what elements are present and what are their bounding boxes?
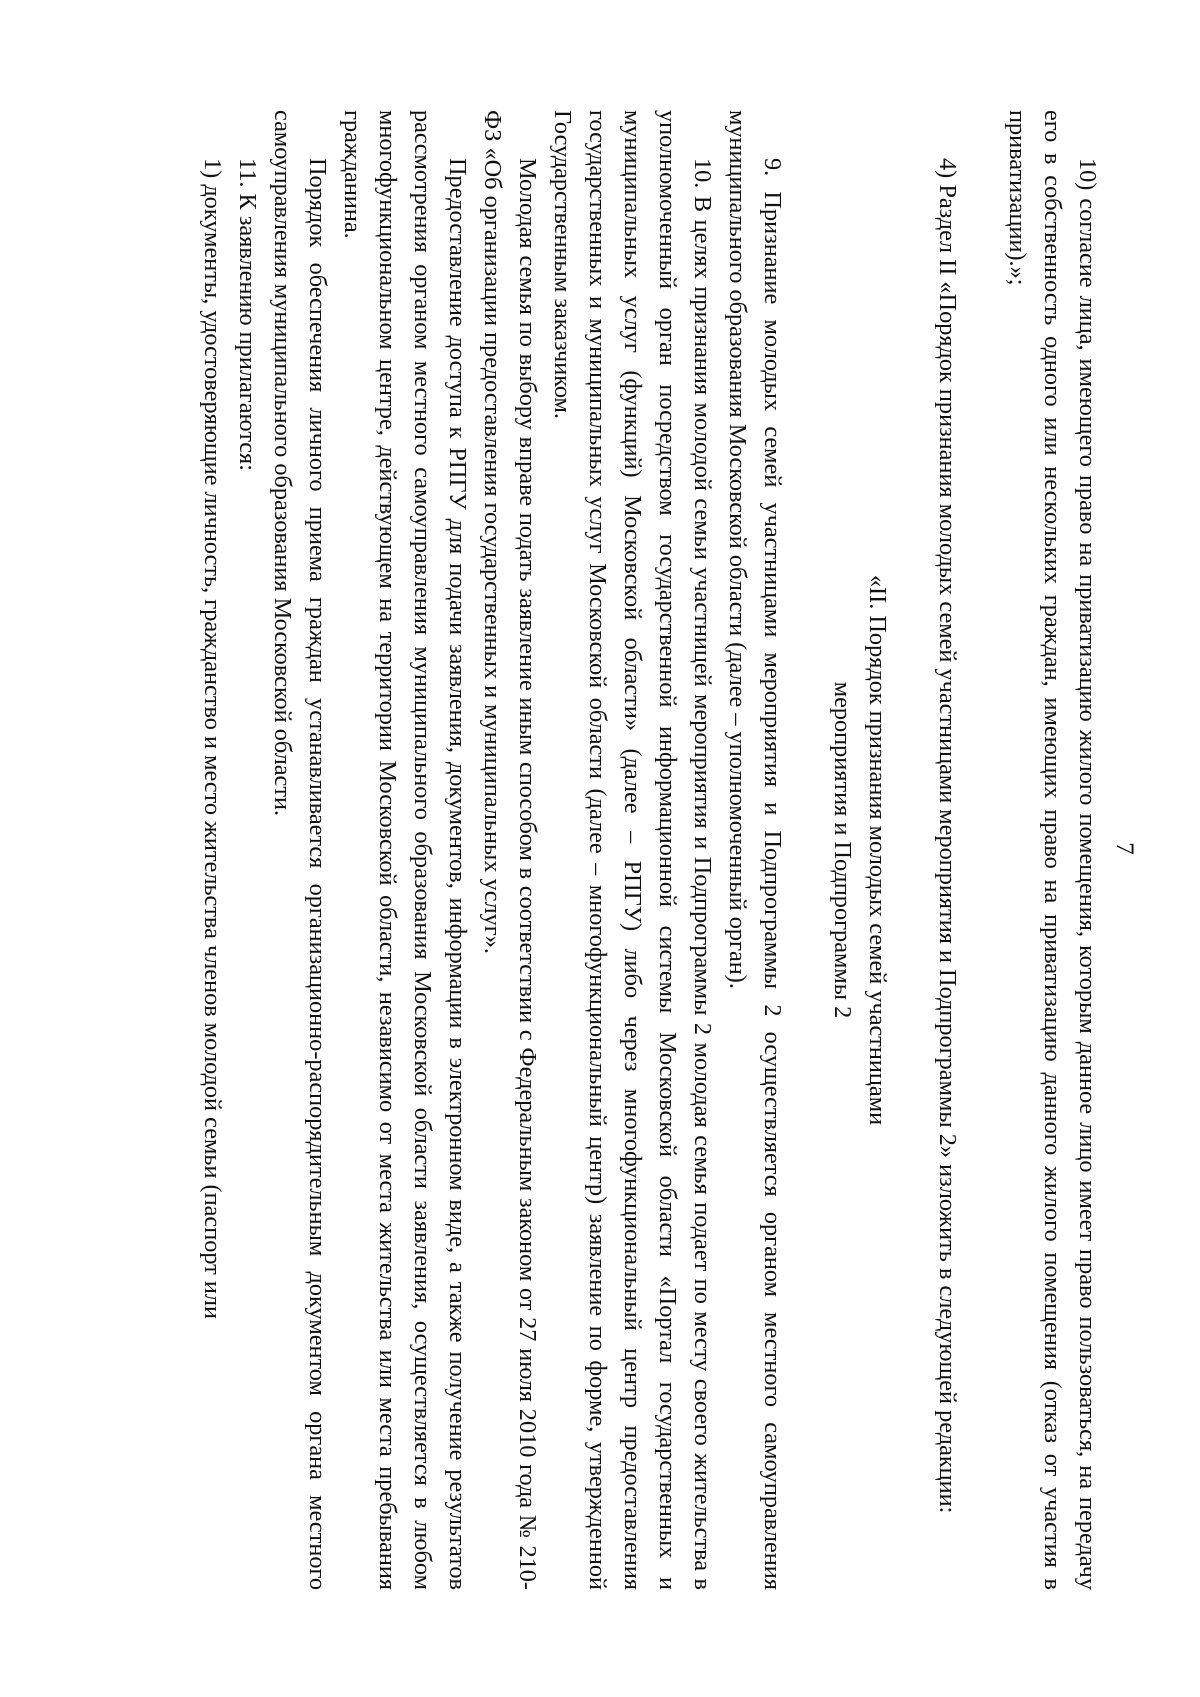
paragraph-federal-law: Молодая семья по выбору вправе подать заявление иным способом в соответствии с Федеральным законом от 27 июля 2010 года № 210-ФЗ «Об организации предоставления государственных и муниципальных услуг». (479, 110, 541, 1590)
page-number: 7 (1111, 842, 1138, 855)
document-body (195, 110, 1105, 1590)
paragraph-rpgu-access: Предоставление доступа к РПГУ для подачи заявления, документов, информации в электронном виде, а также получение результатов рассмотрения органом местного самоуправления муниципального образования Московской области заявления, осуществляется в любом многофункциональном центре, действующем на территории Московской области, независимо от места жительства или места пребывания гражданина. (339, 110, 471, 1590)
paragraph-personal-reception: Порядок обеспечения личного приема граждан устанавливается организационно-распорядительным документом органа местного самоуправления муниципального образования Московской области. (269, 110, 331, 1590)
paragraph-11: 11. К заявлению прилагаются: (234, 158, 261, 471)
section-heading-line-1: «II. Порядок признания молодых семей участницами (864, 574, 891, 1126)
paragraph-consent-privatization: 10) согласие лица, имеющего право на приватизацию жилого помещения, которым данное лицо имеет право пользоваться, на передачу его в собственность одного или нескольких граждан, имеющих право на приватизацию данного жилого помещения (отказ от участия в приватизации).»; (1004, 110, 1101, 1590)
section-heading (825, 110, 895, 1590)
paragraph-section-amendment: 4) Раздел II «Порядок признания молодых семей участницами мероприятия и Подпрограммы 2» изложить в следующей редакции: (934, 158, 961, 1514)
paragraph-9: 9. Признание молодых семей участницами мероприятия и Подпрограммы 2 осуществляется органом местного самоуправления муниципального образования Московской области (далее – уполномоченный орган). (724, 110, 786, 1590)
section-heading-line-2: мероприятия и Подпрограммы 2 (829, 681, 856, 1019)
paragraph-10: 10. В целях признания молодой семьи участницей мероприятия и Подпрограммы 2 молодая семья подает по месту своего жительства в уполномоченный орган посредством государственной информационной системы Московской области «Портал государственных и муниципальных услуг (функций) Московской области» (далее – РПГУ) либо через многофункциональный центр предоставления государственных и муниципальных услуг Московской области (далее – многофункциональный центр) заявление по форме, утвержденной Государственным заказчиком. (549, 110, 716, 1590)
paragraph-11-item-1: 1) документы, удостоверяющие личность, гражданство и место жительства членов молодой семьи (паспорт или (199, 158, 226, 1319)
